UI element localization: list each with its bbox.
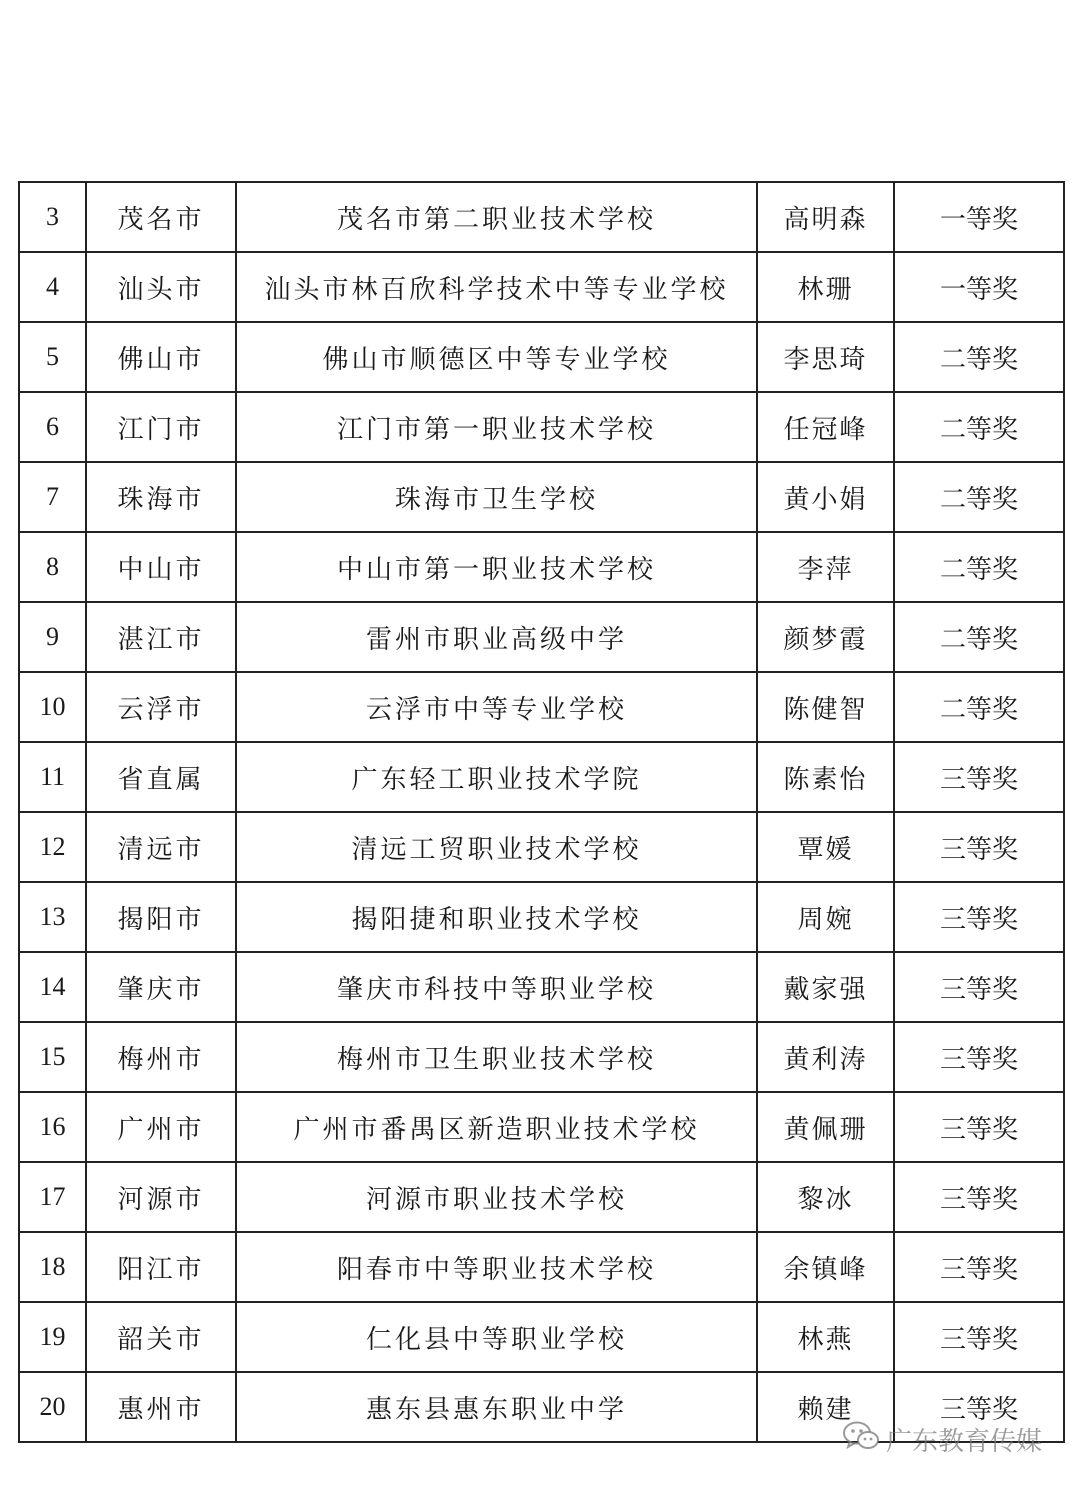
city-cell: 汕头市 [86, 252, 236, 322]
row-number: 3 [19, 182, 86, 252]
teacher-name-cell: 颜梦霞 [757, 602, 894, 672]
table-row [19, 1372, 1064, 1442]
teacher-name-cell: 黄佩珊 [757, 1092, 894, 1162]
row-number: 15 [19, 1022, 86, 1092]
school-cell: 阳春市中等职业技术学校 [236, 1232, 757, 1302]
teacher-name-cell: 林珊 [757, 252, 894, 322]
school-cell: 茂名市第二职业技术学校 [236, 182, 757, 252]
school-cell: 揭阳捷和职业技术学校 [236, 882, 757, 952]
award-cell: 三等奖 [894, 812, 1064, 882]
city-cell: 韶关市 [86, 1302, 236, 1372]
table-row [19, 1092, 1064, 1162]
row-number: 19 [19, 1302, 86, 1372]
city-cell: 茂名市 [86, 182, 236, 252]
table-row [19, 322, 1064, 392]
row-number: 17 [19, 1162, 86, 1232]
city-cell: 揭阳市 [86, 882, 236, 952]
row-number: 11 [19, 742, 86, 812]
row-number: 6 [19, 392, 86, 462]
award-cell: 三等奖 [894, 1022, 1064, 1092]
table-row [19, 952, 1064, 1022]
row-number: 9 [19, 602, 86, 672]
table-row [19, 1302, 1064, 1372]
award-cell: 三等奖 [894, 952, 1064, 1022]
table-row [19, 812, 1064, 882]
teacher-name-cell: 余镇峰 [757, 1232, 894, 1302]
award-cell: 三等奖 [894, 882, 1064, 952]
award-cell: 一等奖 [894, 182, 1064, 252]
teacher-name-cell: 覃媛 [757, 812, 894, 882]
row-number: 13 [19, 882, 86, 952]
school-cell: 广东轻工职业技术学院 [236, 742, 757, 812]
teacher-name-cell: 黄利涛 [757, 1022, 894, 1092]
city-cell: 阳江市 [86, 1232, 236, 1302]
city-cell: 河源市 [86, 1162, 236, 1232]
teacher-name-cell: 黄小娟 [757, 462, 894, 532]
teacher-name-cell: 任冠峰 [757, 392, 894, 462]
city-cell: 惠州市 [86, 1372, 236, 1442]
teacher-name-cell: 黎冰 [757, 1162, 894, 1232]
row-number: 10 [19, 672, 86, 742]
city-cell: 肇庆市 [86, 952, 236, 1022]
teacher-name-cell: 陈健智 [757, 672, 894, 742]
city-cell: 江门市 [86, 392, 236, 462]
school-cell: 梅州市卫生职业技术学校 [236, 1022, 757, 1092]
school-cell: 清远工贸职业技术学校 [236, 812, 757, 882]
row-number: 18 [19, 1232, 86, 1302]
school-cell: 雷州市职业高级中学 [236, 602, 757, 672]
table-row [19, 1162, 1064, 1232]
row-number: 4 [19, 252, 86, 322]
award-cell: 三等奖 [894, 1232, 1064, 1302]
award-cell: 三等奖 [894, 1302, 1064, 1372]
award-cell: 三等奖 [894, 1092, 1064, 1162]
teacher-name-cell: 李萍 [757, 532, 894, 602]
school-cell: 肇庆市科技中等职业学校 [236, 952, 757, 1022]
award-cell: 二等奖 [894, 462, 1064, 532]
city-cell: 佛山市 [86, 322, 236, 392]
table-row [19, 532, 1064, 602]
award-cell: 二等奖 [894, 322, 1064, 392]
school-cell: 江门市第一职业技术学校 [236, 392, 757, 462]
school-cell: 河源市职业技术学校 [236, 1162, 757, 1232]
table-row [19, 392, 1064, 462]
table-row [19, 602, 1064, 672]
teacher-name-cell: 戴家强 [757, 952, 894, 1022]
table-row [19, 1232, 1064, 1302]
table-row [19, 882, 1064, 952]
city-cell: 中山市 [86, 532, 236, 602]
table-row [19, 462, 1064, 532]
award-cell: 二等奖 [894, 602, 1064, 672]
award-cell: 二等奖 [894, 532, 1064, 602]
table-row [19, 742, 1064, 812]
teacher-name-cell: 周婉 [757, 882, 894, 952]
row-number: 14 [19, 952, 86, 1022]
city-cell: 珠海市 [86, 462, 236, 532]
table-row [19, 672, 1064, 742]
awards-table-body [19, 182, 1064, 1442]
watermark-text: 广东教育传媒 [886, 1427, 1043, 1457]
award-cell: 三等奖 [894, 1372, 1064, 1442]
school-cell: 佛山市顺德区中等专业学校 [236, 322, 757, 392]
city-cell: 云浮市 [86, 672, 236, 742]
row-number: 16 [19, 1092, 86, 1162]
teacher-name-cell: 高明森 [757, 182, 894, 252]
teacher-name-cell: 赖建 [757, 1372, 894, 1442]
table-row [19, 1022, 1064, 1092]
row-number: 7 [19, 462, 86, 532]
award-cell: 二等奖 [894, 672, 1064, 742]
school-cell: 汕头市林百欣科学技术中等专业学校 [236, 252, 757, 322]
row-number: 12 [19, 812, 86, 882]
city-cell: 清远市 [86, 812, 236, 882]
city-cell: 湛江市 [86, 602, 236, 672]
school-cell: 珠海市卫生学校 [236, 462, 757, 532]
award-cell: 三等奖 [894, 742, 1064, 812]
teacher-name-cell: 李思琦 [757, 322, 894, 392]
award-cell: 三等奖 [894, 1162, 1064, 1232]
row-number: 8 [19, 532, 86, 602]
school-cell: 仁化县中等职业学校 [236, 1302, 757, 1372]
teacher-name-cell: 林燕 [757, 1302, 894, 1372]
city-cell: 梅州市 [86, 1022, 236, 1092]
school-cell: 惠东县惠东职业中学 [236, 1372, 757, 1442]
award-cell: 一等奖 [894, 252, 1064, 322]
city-cell: 广州市 [86, 1092, 236, 1162]
school-cell: 中山市第一职业技术学校 [236, 532, 757, 602]
row-number: 5 [19, 322, 86, 392]
school-cell: 广州市番禺区新造职业技术学校 [236, 1092, 757, 1162]
award-cell: 二等奖 [894, 392, 1064, 462]
table-row [19, 252, 1064, 322]
teacher-name-cell: 陈素怡 [757, 742, 894, 812]
school-cell: 云浮市中等专业学校 [236, 672, 757, 742]
awards-table [18, 181, 1065, 1443]
table-row [19, 182, 1064, 252]
row-number: 20 [19, 1372, 86, 1442]
city-cell: 省直属 [86, 742, 236, 812]
